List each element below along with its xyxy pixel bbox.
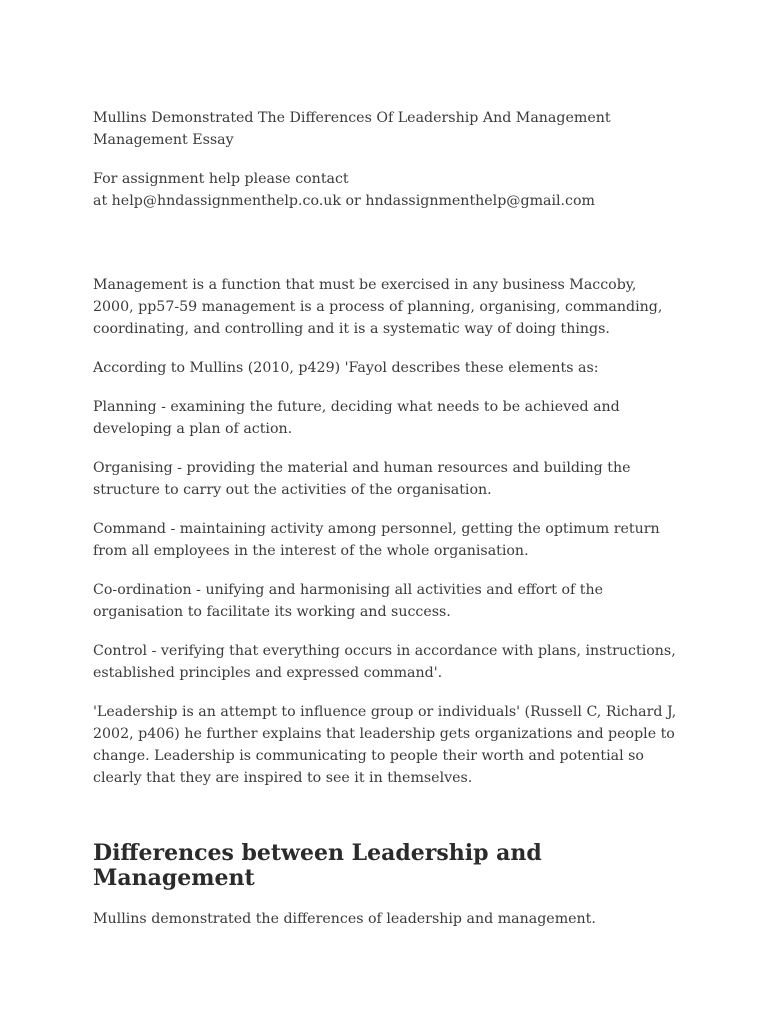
document-page — [93, 107, 678, 947]
section-heading-line-1: Differences between Leadership and — [93, 840, 542, 866]
paragraph-leadership: 'Leadership is an attempt to influence group or individuals' (Russell C, Richard J, 2002, p406) he further explains that leadership gets organizations and people to change. Leadership is communicating to people their worth and potential so clearly that they are inspired to see it in themselves. — [93, 704, 677, 786]
document-title — [93, 107, 678, 151]
contact-line-1: For assignment help please contact — [93, 171, 349, 187]
section-heading — [93, 841, 678, 891]
section-spacer — [93, 229, 678, 274]
paragraph-planning: Planning - examining the future, deciding what needs to be achieved and developing a plan of action. — [93, 399, 620, 437]
document-title-line-1: Mullins Demonstrated The Differences Of Leadership And Management — [93, 110, 611, 126]
contact-info — [93, 168, 678, 212]
paragraph-coordination: Co-ordination - unifying and harmonising all activities and effort of the organisation to facilitate its working and success. — [93, 582, 603, 620]
document-title-line-2: Management Essay — [93, 132, 234, 148]
section-heading-line-2: Management — [93, 865, 255, 891]
paragraph-command: Command - maintaining activity among personnel, getting the optimum return from all employees in the interest of the whole organisation. — [93, 521, 660, 559]
paragraph-management-definition: Management is a function that must be exercised in any business Maccoby, 2000, pp57-59 management is a process of planning, organising, commanding, coordinating, and controlling and it is a systematic way of doing things. — [93, 277, 663, 337]
paragraph-closing: Mullins demonstrated the differences of leadership and management. — [93, 911, 596, 927]
contact-line-2: at help@hndassignmenthelp.co.uk or hndassignmenthelp@gmail.com — [93, 193, 596, 209]
paragraph-organising: Organising - providing the material and human resources and building the structure to carry out the activities of the organisation. — [93, 460, 631, 498]
paragraph-control: Control - verifying that everything occurs in accordance with plans, instructions, established principles and expressed command'. — [93, 643, 676, 681]
paragraph-fayol-intro: According to Mullins (2010, p429) 'Fayol describes these elements as: — [93, 360, 599, 376]
